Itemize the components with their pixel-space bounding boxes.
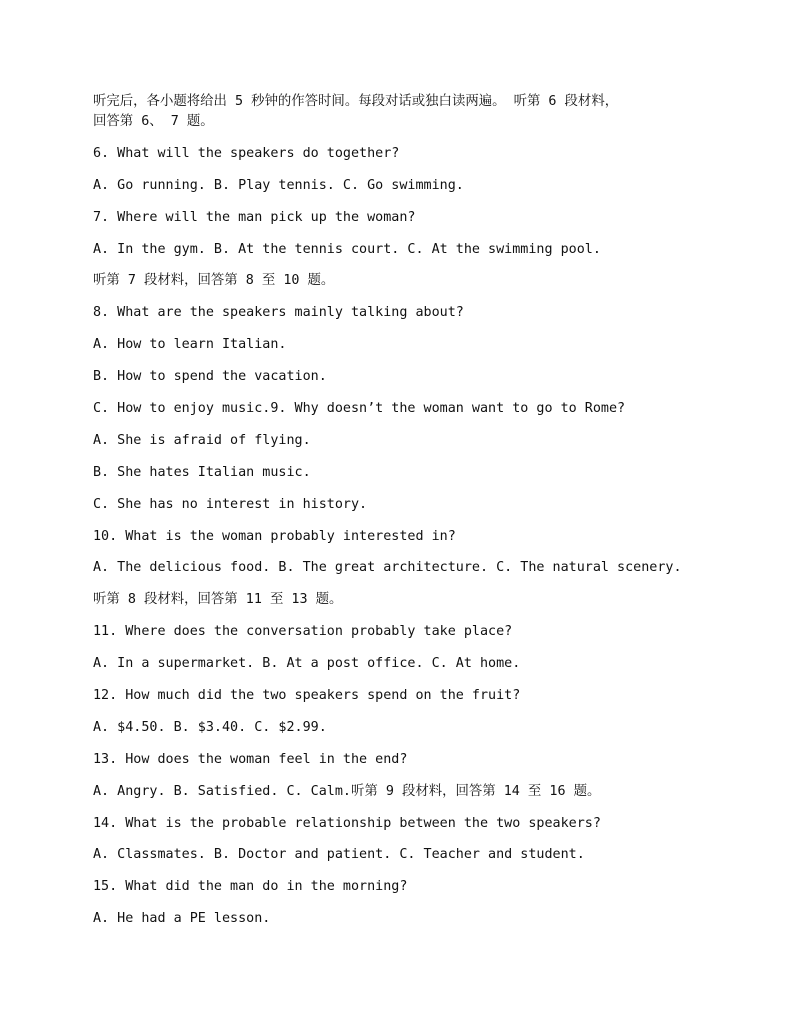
question-8: 8. What are the speakers mainly talking about? <box>93 305 464 321</box>
options-12: A. $4.50. B. $3.40. C. $2.99. <box>93 719 327 735</box>
section-header-7: 听第 7 段材料，回答第 8 至 10 题。 <box>93 273 335 289</box>
exam-page <box>93 92 713 941</box>
option-8c-question-9: C. How to enjoy music.9. Why doesn’t the woman want to go to Rome? <box>93 401 626 417</box>
options-14: A. Classmates. B. Doctor and patient. C. Teacher and student. <box>93 847 585 863</box>
options-7: A. In the gym. B. At the tennis court. C. At the swimming pool. <box>93 241 601 257</box>
instruction-line-cont: 回答第 6、 7 题。 <box>93 114 214 129</box>
question-6: 6. What will the speakers do together? <box>93 145 400 161</box>
options-10: A. The delicious food. B. The great architecture. C. The natural scenery. <box>93 560 682 576</box>
question-12: 12. How much did the two speakers spend on the fruit? <box>93 688 521 704</box>
options-6: A. Go running. B. Play tennis. C. Go swimming. <box>93 177 464 193</box>
option-9b: B. She hates Italian music. <box>93 464 311 480</box>
question-10: 10. What is the woman probably interested in? <box>93 528 456 544</box>
option-15a: A. He had a PE lesson. <box>93 911 271 927</box>
option-9a: A. She is afraid of flying. <box>93 432 311 448</box>
option-9c: C. She has no interest in history. <box>93 496 368 512</box>
question-11: 11. Where does the conversation probably take place? <box>93 624 513 640</box>
options-13-section-header-9: A. Angry. B. Satisfied. C. Calm.听第 9 段材料，回答第 14 至 16 题。 <box>93 783 601 799</box>
question-14: 14. What is the probable relationship between the two speakers? <box>93 815 601 831</box>
option-8a: A. How to learn Italian. <box>93 337 287 353</box>
section-header-8: 听第 8 段材料，回答第 11 至 13 题。 <box>93 592 343 608</box>
option-8b: B. How to spend the vacation. <box>93 369 327 385</box>
question-7: 7. Where will the man pick up the woman? <box>93 209 416 225</box>
question-13: 13. How does the woman feel in the end? <box>93 751 408 767</box>
instruction-line: 听完后，各小题将给出 5 秒钟的作答时间。每段对话或独白读两遍。 听第 6 段材料， <box>93 94 619 109</box>
question-15: 15. What did the man do in the morning? <box>93 879 408 895</box>
options-11: A. In a supermarket. B. At a post office. C. At home. <box>93 656 521 672</box>
